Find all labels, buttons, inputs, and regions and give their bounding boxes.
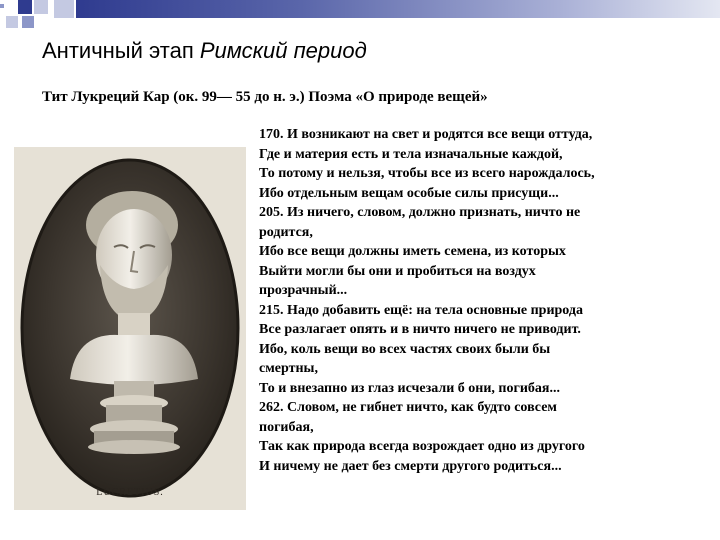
title-italic: Римский период (199, 38, 367, 63)
poem-line: родится, (259, 224, 313, 240)
subtitle: Тит Лукреций Кар (ок. 99— 55 до н. э.) Поэма «О природе вещей» (42, 89, 488, 105)
poem-line: Ибо отдельным вещам особые силы присущи... (259, 185, 559, 201)
poem-line: погибая, (259, 419, 314, 435)
poem-line: То и внезапно из глаз исчезали б они, погибая... (259, 380, 560, 396)
poem-line: Ибо все вещи должны иметь семена, из которых (259, 244, 566, 259)
deco-square (6, 16, 18, 28)
poem-line: прозрачный... (259, 283, 348, 298)
deco-bar-left (54, 0, 74, 18)
lucretius-portrait (14, 147, 246, 510)
poem-line: 215. Надо добавить ещё: на тела основные природа (259, 302, 583, 318)
poem-line: Выйти могли бы они и пробиться на воздух (259, 263, 536, 279)
poem-line: То потому и нельзя, чтобы все из всего нарождалось, (259, 166, 595, 181)
poem-line: 205. Из ничего, словом, должно признать, ничто не (259, 205, 581, 220)
bust-engraving-icon (14, 147, 246, 510)
title-plain: Античный этап (42, 38, 194, 63)
portrait-caption: LUCRETIUS. (96, 487, 164, 498)
poem-line: Ибо, коль вещи во всех частях своих были бы (259, 341, 551, 357)
poem-line: Где и материя есть и тела изначальные каждой, (259, 146, 563, 162)
decorative-header-bar (0, 0, 720, 40)
poem-line: Так как природа всегда возрождает одно из другого (259, 439, 585, 454)
deco-square (18, 0, 32, 14)
poem-line: смертны, (259, 361, 318, 376)
deco-square (22, 16, 34, 28)
deco-bar-main (76, 0, 720, 18)
deco-square (0, 4, 4, 8)
poem-line: И ничему не дает без смерти другого родиться... (259, 458, 562, 474)
deco-square (34, 0, 48, 14)
poem-line: 262. Словом, не гибнет ничто, как будто совсем (259, 400, 557, 415)
poem-excerpt (259, 125, 709, 476)
poem-line: 170. И возникают на свет и родятся все вещи оттуда, (259, 127, 593, 142)
poem-line: Все разлагает опять и в ничто ничего не приводит. (259, 322, 581, 337)
page-title (42, 38, 367, 64)
